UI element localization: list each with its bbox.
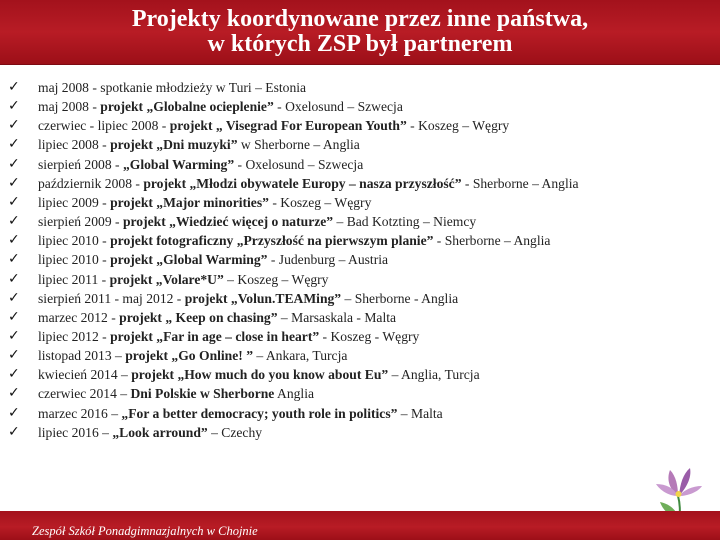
item-date-text: marzec 2016 – <box>38 405 122 421</box>
item-project-name: projekt „Dni muzyki” <box>110 137 238 153</box>
list-item <box>0 346 720 365</box>
item-date-text: listopad 2013 – <box>38 348 126 364</box>
list-item-text <box>38 327 419 346</box>
item-project-name: projekt „Globalne ocieplenie” <box>100 99 274 115</box>
item-project-name: projekt „How much do you know about Eu” <box>131 367 389 383</box>
list-item <box>0 193 720 212</box>
list-item-text <box>38 404 443 423</box>
list-item-text <box>38 270 328 289</box>
item-date-text: sierpień 2008 - <box>38 156 123 172</box>
list-item <box>0 250 720 269</box>
checkmark-icon: ✓ <box>8 98 20 115</box>
list-item-text <box>38 97 403 116</box>
item-location-text: – Sherborne - Anglia <box>341 290 459 306</box>
checkmark-icon: ✓ <box>8 155 20 172</box>
checkmark-icon: ✓ <box>8 232 20 249</box>
list-item-text <box>38 365 480 384</box>
list-item <box>0 384 720 403</box>
item-location-text: - Koszeg – Węgry <box>406 118 510 134</box>
list-item-text <box>38 155 363 174</box>
item-project-name: projekt fotograficzny „Przyszłość na pierwszym planie” <box>110 233 434 249</box>
item-location-text: – Bad Kotzting – Niemcy <box>333 214 477 230</box>
item-date-text: lipiec 2009 - <box>38 194 111 210</box>
item-location-text: - Judenburg – Austria <box>267 252 389 268</box>
footer-bar <box>0 511 720 540</box>
list-item <box>0 270 720 289</box>
item-location-text: – Marsaskala - Malta <box>277 309 397 325</box>
list-item <box>0 423 720 442</box>
list-item-text <box>38 193 371 212</box>
page-title-line-2: w których ZSP był partnerem <box>207 31 513 57</box>
item-project-name: projekt „Far in age – close in heart” <box>110 328 320 344</box>
checkmark-icon: ✓ <box>8 270 20 287</box>
item-date-text: sierpień 2009 - <box>38 214 123 230</box>
item-date-text: sierpień 2011 - maj 2012 - <box>38 290 185 306</box>
title-banner <box>0 0 720 65</box>
page-title-line-1: Projekty koordynowane przez inne państwa, <box>131 6 589 32</box>
list-item <box>0 308 720 327</box>
item-project-name: projekt „Global Warming” <box>110 252 268 268</box>
item-date-text: październik 2008 - <box>38 175 144 191</box>
list-item <box>0 174 720 193</box>
list-item <box>0 212 720 231</box>
item-date-text: lipiec 2012 - <box>38 328 111 344</box>
item-project-name: Dni Polskie w Sherborne <box>130 386 275 402</box>
item-location-text: - Sherborne – Anglia <box>461 175 579 191</box>
item-location-text: - Koszeg - Węgry <box>319 328 420 344</box>
item-project-name: projekt „Go Online! ” <box>125 348 253 364</box>
checkmark-icon: ✓ <box>8 366 20 383</box>
checkmark-icon: ✓ <box>8 79 20 95</box>
checkmark-icon: ✓ <box>8 404 20 421</box>
item-date-text: kwiecień 2014 – <box>38 367 132 383</box>
item-location-text: w Sherborne – Anglia <box>237 137 360 153</box>
list-item <box>0 116 720 135</box>
list-item-text <box>38 212 476 231</box>
item-date-text: marzec 2012 - <box>38 309 120 325</box>
list-item-text <box>38 289 458 308</box>
item-project-name: projekt „Wiedzieć więcej o naturze” <box>122 214 334 230</box>
item-project-name: projekt „Młodzi obywatele Europy – nasza przyszłość” <box>143 175 462 191</box>
checkmark-icon: ✓ <box>8 308 20 325</box>
list-item-text <box>38 423 262 442</box>
list-item <box>0 231 720 250</box>
item-project-name: projekt „ Keep on chasing” <box>119 309 278 325</box>
checkmark-icon: ✓ <box>8 136 20 153</box>
checkmark-icon: ✓ <box>8 251 20 268</box>
item-date-text: lipiec 2008 - <box>38 137 111 153</box>
list-item <box>0 365 720 384</box>
list-item <box>0 289 720 308</box>
list-item-text <box>38 250 388 269</box>
item-date-text: lipiec 2010 - <box>38 252 111 268</box>
item-date-text: maj 2008 - <box>38 99 101 115</box>
item-location-text: - Oxelosund – Szwecja <box>273 99 403 115</box>
list-item-text <box>38 384 314 403</box>
checkmark-icon: ✓ <box>8 289 20 306</box>
item-location-text: - Koszeg – Węgry <box>268 194 372 210</box>
item-location-text: – Czechy <box>207 424 263 440</box>
list-item <box>0 404 720 423</box>
list-item-text <box>38 78 306 97</box>
item-project-name: projekt „Volun.TEAMing” <box>184 290 342 306</box>
item-location-text: - Oxelosund – Szwecja <box>234 156 364 172</box>
footer-school-name: Zespół Szkół Ponadgimnazjalnych w Chojnie <box>32 524 258 538</box>
checkmark-icon: ✓ <box>8 117 20 134</box>
list-item <box>0 97 720 116</box>
item-date-text: lipiec 2016 – <box>38 424 113 440</box>
checkmark-icon: ✓ <box>8 174 20 191</box>
item-project-name: „Look arround” <box>112 424 208 440</box>
list-item-text <box>38 346 347 365</box>
item-location-text: – Koszeg – Węgry <box>223 271 329 287</box>
checkmark-icon: ✓ <box>8 193 20 210</box>
item-date-text: lipiec 2010 - <box>38 233 111 249</box>
list-item-text <box>38 231 550 250</box>
list-item-text <box>38 308 396 327</box>
checkmark-icon: ✓ <box>8 385 20 402</box>
item-location-text: - Sherborne – Anglia <box>433 233 551 249</box>
item-location-text: – Ankara, Turcja <box>253 348 348 364</box>
item-project-name: projekt „Major minorities” <box>110 194 269 210</box>
checkmark-icon: ✓ <box>8 327 20 344</box>
checkmark-icon: ✓ <box>8 423 20 440</box>
item-date-text: lipiec 2011 - <box>38 271 110 287</box>
list-item <box>0 135 720 154</box>
list-item <box>0 327 720 346</box>
list-item-text <box>38 116 509 135</box>
item-date-text: czerwiec 2014 – <box>38 386 131 402</box>
list-item <box>0 78 720 97</box>
item-project-name: projekt „ Visegrad For European Youth” <box>169 118 407 134</box>
item-date-text: maj 2008 - spotkanie młodzieży w Turi – Estonia <box>38 80 307 95</box>
item-project-name: „For a better democracy; youth role in politics” <box>121 405 398 421</box>
list-item <box>0 155 720 174</box>
item-date-text: czerwiec - lipiec 2008 - <box>38 118 170 134</box>
list-item-text <box>38 174 579 193</box>
item-location-text: – Anglia, Turcja <box>388 367 480 383</box>
item-location-text: Anglia <box>274 386 315 402</box>
checkmark-icon: ✓ <box>8 213 20 230</box>
item-project-name: „Global Warming” <box>122 156 235 172</box>
item-location-text: – Malta <box>397 405 443 421</box>
item-project-name: projekt „Volare*U” <box>109 271 224 287</box>
list-item-text <box>38 135 360 154</box>
checkmark-icon: ✓ <box>8 347 20 364</box>
